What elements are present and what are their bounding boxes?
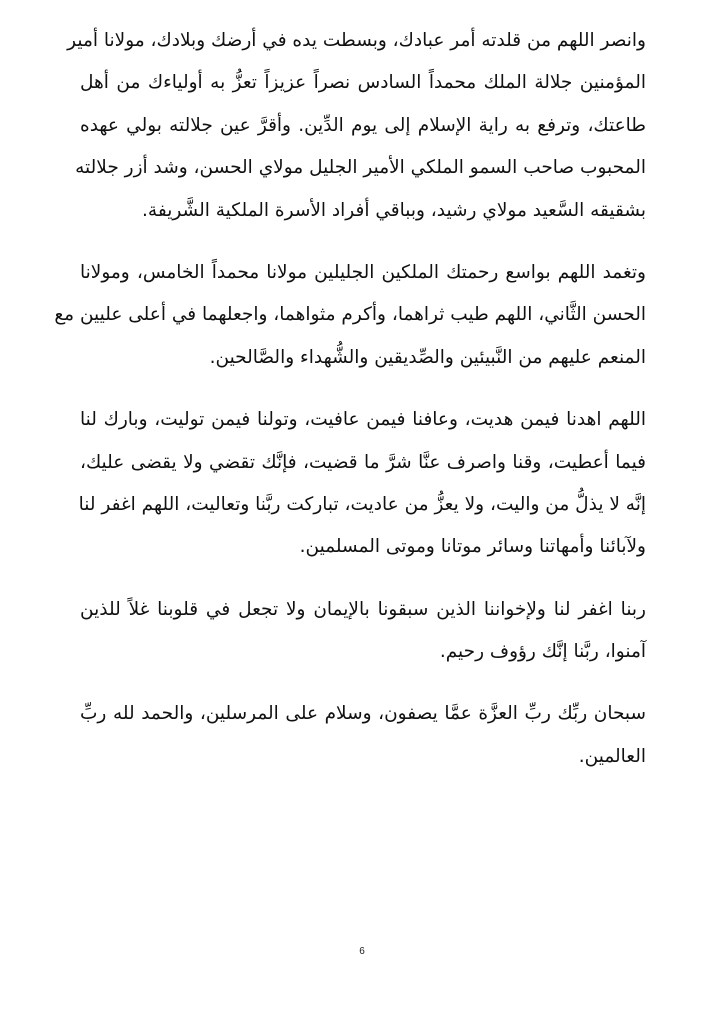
body-text	[54, 20, 646, 798]
paragraph-closing	[80, 693, 646, 778]
text-line: المنعم عليهم من النَّبيئين والصِّديقين والشُّهداء والصَّالحين.	[209, 346, 646, 368]
text-line: آمنوا، ربَّنا إنَّك رؤوف رحيم.	[439, 641, 646, 663]
paragraph-prayer-king	[67, 20, 646, 232]
text-line: اللهم اهدنا فيمن هديت، وعافنا فيمن عافيت، وتولنا فيمن توليت، وبارك لنا	[80, 409, 646, 431]
paragraph-forgiveness	[80, 589, 646, 674]
text-line: سبحان ربِّك ربِّ العزَّة عمَّا يصفون، وسلام على المرسلين، والحمد لله ربِّ	[80, 703, 646, 725]
text-line: إنَّه لا يذلُّ من واليت، ولا يعزُّ من عاديت، تباركت ربَّنا وتعاليت، اللهم اغفر لنا	[78, 493, 646, 515]
paragraph-mercy-kings	[54, 252, 646, 379]
text-line: وانصر اللهم من قلدته أمر عبادك، وبسطت يده في أرضك وبلادك، مولانا أمير	[67, 30, 646, 51]
text-line: طاعتك، وترفع به راية الإسلام إلى يوم الدِّين. وأقرَّ عين جلالته بولي عهده	[80, 114, 646, 136]
page-number: 6	[359, 946, 365, 957]
text-line: المؤمنين جلالة الملك محمداً السادس نصراً عزيزاً تعزُّ به أولياءك من أهل	[80, 72, 646, 94]
text-line: فيما أعطيت، وقنا واصرف عنَّا شرَّ ما قضيت، فإنَّك تقضي ولا يقضى عليك،	[80, 451, 646, 473]
text-line: وتغمد اللهم بواسع رحمتك الملكين الجليلين مولانا محمداً الخامس، ومولانا	[80, 261, 646, 283]
text-line: العالمين.	[578, 745, 646, 767]
text-line: ربنا اغفر لنا ولإخواننا الذين سبقونا بالإيمان ولا تجعل في قلوبنا غلاً للذين	[80, 598, 646, 620]
text-line: المحبوب صاحب السمو الملكي الأمير الجليل مولاي الحسن، وشد أزر جلالته	[75, 157, 646, 179]
paragraph-guidance	[80, 399, 646, 569]
text-line: ولآبائنا وأمهاتنا وسائر موتانا وموتى المسلمين.	[299, 536, 646, 558]
text-line: الحسن الثَّاني، اللهم طيب ثراهما، وأكرم مثواهما، واجعلهما في أعلى عليين مع	[54, 304, 646, 326]
text-line: بشقيقه السَّعيد مولاي رشيد، وبباقي أفراد الأسرة الملكية الشَّريفة.	[142, 199, 646, 221]
